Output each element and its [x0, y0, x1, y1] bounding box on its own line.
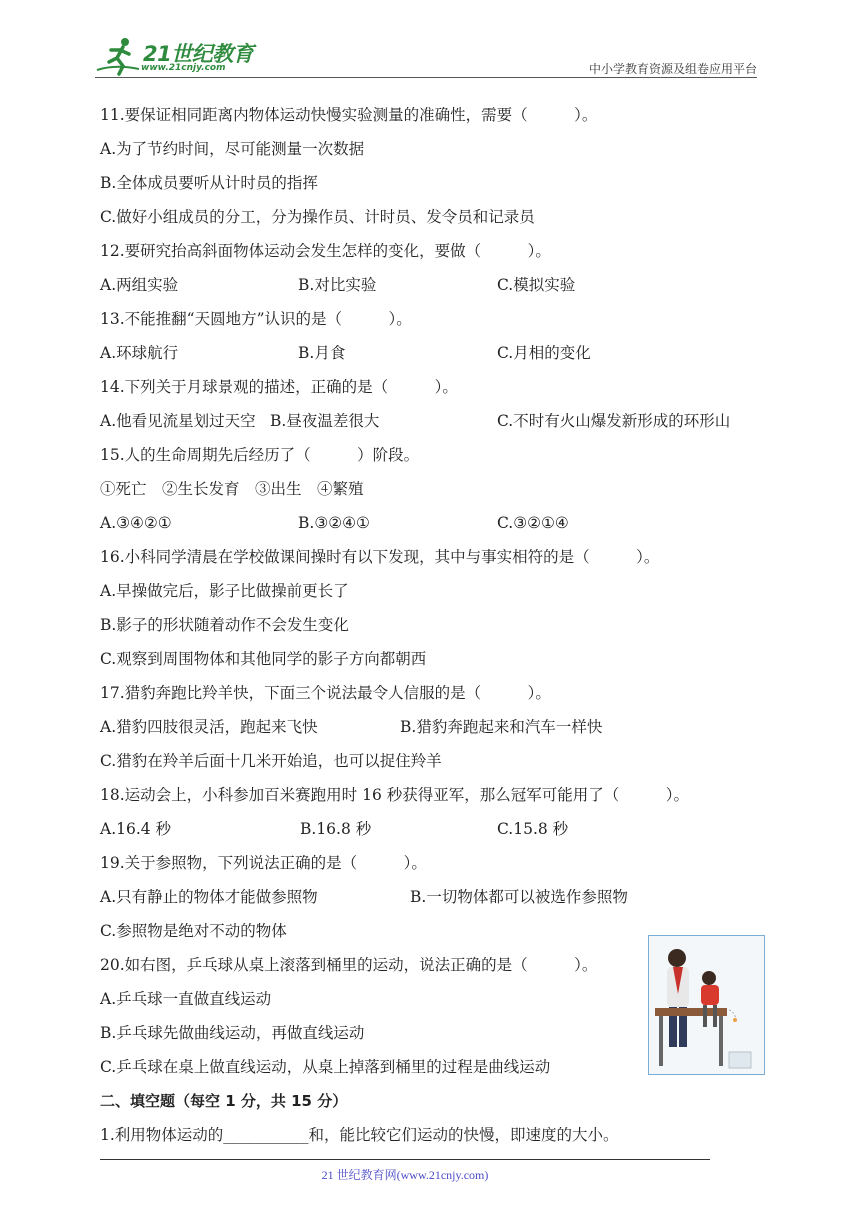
- question-line: 12.要研究抬高斜面物体运动会发生怎样的变化，要做（ ）。: [100, 242, 551, 260]
- stage-list: ①死亡 ②生长发育 ③出生 ④繁殖: [100, 480, 364, 498]
- option-line: C.参照物是绝对不动的物体: [100, 922, 287, 940]
- fill-blank-question: 1.利用物体运动的___________和，能比较它们运动的快慢，即速度的大小。: [100, 1126, 619, 1144]
- option-c: C.15.8 秒: [497, 820, 569, 838]
- question-line: 13.不能推翻“天圆地方”认识的是（ ）。: [100, 310, 412, 328]
- option-b: B.昼夜温差很大: [270, 412, 380, 430]
- option-c: C.③②①④: [497, 514, 569, 532]
- option-line: C.观察到周围物体和其他同学的影子方向都朝西: [100, 650, 427, 668]
- platform-title: 中小学教育资源及组卷应用平台: [588, 62, 757, 76]
- option-b: B.16.8 秒: [300, 820, 372, 838]
- option-line: B.影子的形状随着动作不会发生变化: [100, 616, 349, 634]
- option-row: [100, 714, 760, 748]
- option-b: B.猎豹奔跑起来和汽车一样快: [400, 718, 603, 736]
- question-line: 17.猎豹奔跑比羚羊快，下面三个说法最令人信服的是（ ）。: [100, 684, 551, 702]
- ping-pong-figure: [648, 935, 765, 1075]
- option-b: B.月食: [298, 344, 346, 362]
- option-a: A.只有静止的物体才能做参照物: [100, 888, 318, 906]
- option-line: C.乒乓球在桌上做直线运动，从桌上掉落到桶里的过程是曲线运动: [100, 1058, 551, 1076]
- option-c: C.不时有火山爆发新形成的环形山: [497, 412, 731, 430]
- option-line: C.做好小组成员的分工，分为操作员、计时员、发令员和记录员: [100, 208, 535, 226]
- runner-logo-icon: [95, 36, 141, 76]
- logo-url: www.21cnjy.com: [141, 63, 226, 73]
- question-line: 14.下列关于月球景观的描述，正确的是（ ）。: [100, 378, 458, 396]
- option-line: C.猎豹在羚羊后面十几米开始追，也可以捉住羚羊: [100, 752, 442, 770]
- question-line: 18.运动会上，小科参加百米赛跑用时 16 秒获得亚军，那么冠军可能用了（ ）。: [100, 786, 689, 804]
- section-heading: 二、填空题（每空 1 分，共 15 分）: [100, 1092, 348, 1110]
- option-line: A.早操做完后，影子比做操前更长了: [100, 582, 349, 600]
- question-line: 15.人的生命周期先后经历了（ ）阶段。: [100, 446, 420, 464]
- option-c: C.月相的变化: [497, 344, 591, 362]
- question-line: 11.要保证相同距离内物体运动快慢实验测量的准确性，需要（ ）。: [100, 106, 598, 124]
- header-divider: [95, 77, 757, 78]
- option-line: B.乒乓球先做曲线运动，再做直线运动: [100, 1024, 365, 1042]
- option-a: A.他看见流星划过天空: [100, 412, 256, 430]
- ping-pong-illustration-icon: [649, 936, 764, 1074]
- option-b: B.③②④①: [298, 514, 370, 532]
- question-line: 16.小科同学清晨在学校做课间操时有以下发现，其中与事实相符的是（ ）。: [100, 548, 660, 566]
- page-header: [95, 30, 757, 78]
- question-line: 20.如右图，乒乓球从桌上滚落到桶里的运动，说法正确的是（ ）。: [100, 956, 598, 974]
- option-row: [100, 816, 760, 850]
- option-line: A.乒乓球一直做直线运动: [100, 990, 272, 1008]
- option-row: [100, 510, 760, 544]
- option-b: B.对比实验: [298, 276, 377, 294]
- option-row: [100, 340, 760, 374]
- option-a: A.猎豹四肢很灵活，跑起来飞快: [100, 718, 318, 736]
- option-row: [100, 408, 760, 442]
- footer-divider: [100, 1159, 710, 1160]
- option-c: C.模拟实验: [497, 276, 576, 294]
- option-a: A.环球航行: [100, 344, 179, 362]
- question-line: 19.关于参照物，下列说法正确的是（ ）。: [100, 854, 427, 872]
- option-row: [100, 884, 760, 918]
- logo-wordmark: 21世纪教育: [143, 42, 254, 66]
- option-a: A.16.4 秒: [100, 820, 172, 838]
- option-line: A.为了节约时间，尽可能测量一次数据: [100, 140, 365, 158]
- option-line: B.全体成员要听从计时员的指挥: [100, 174, 318, 192]
- option-a: A.两组实验: [100, 276, 179, 294]
- site-logo: [95, 36, 265, 76]
- page-footer: 21 世纪教育网(www.21cnjy.com): [321, 1168, 489, 1182]
- option-row: [100, 272, 760, 306]
- option-b: B.一切物体都可以被选作参照物: [410, 888, 628, 906]
- option-a: A.③④②①: [100, 514, 172, 532]
